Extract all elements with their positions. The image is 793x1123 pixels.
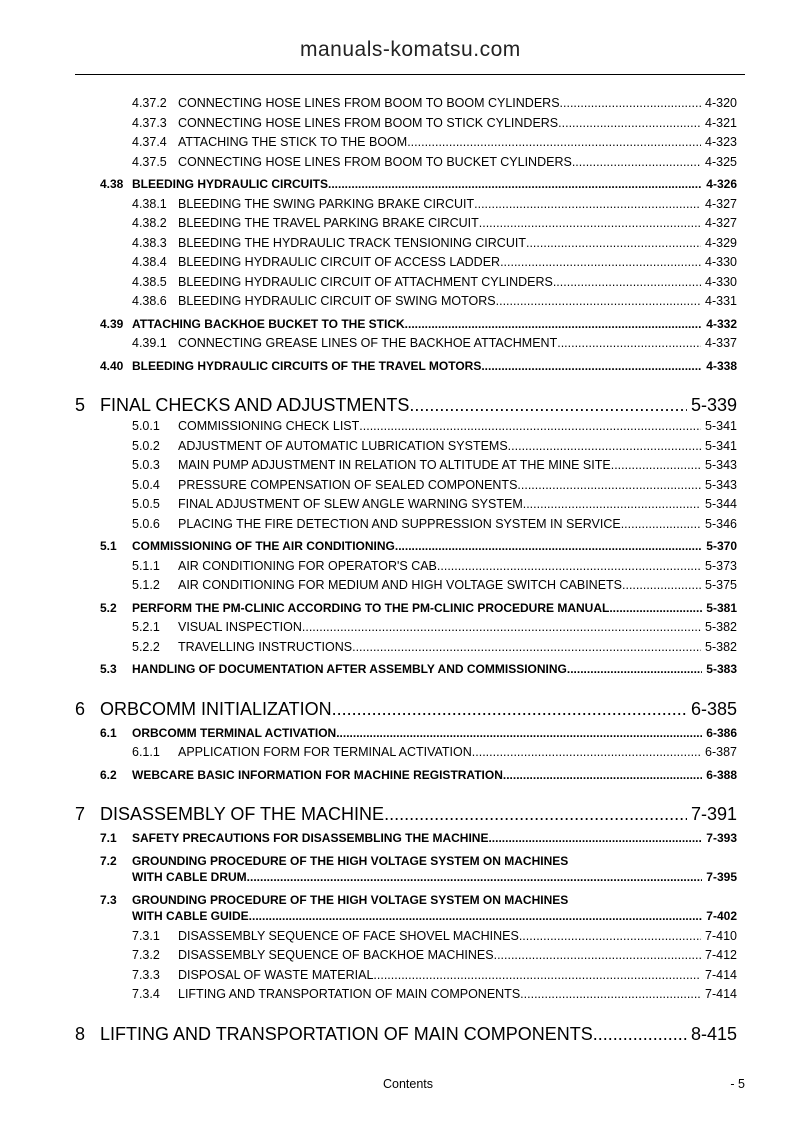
toc-page: 6-386 bbox=[706, 725, 737, 740]
dot-leader bbox=[395, 539, 702, 553]
toc-page: 7-393 bbox=[706, 831, 737, 845]
toc-subsection[interactable] bbox=[0, 517, 737, 537]
toc-number: 6.2 bbox=[100, 767, 117, 782]
toc-subsection[interactable] bbox=[0, 135, 737, 155]
toc-title: ADJUSTMENT OF AUTOMATIC LUBRICATION SYSTEMS bbox=[178, 438, 508, 453]
toc-page: 5-382 bbox=[705, 620, 737, 634]
dot-leader bbox=[553, 275, 701, 289]
toc-number: 5.0.6 bbox=[132, 516, 160, 531]
dot-leader bbox=[352, 640, 701, 654]
toc-number: 5.1 bbox=[100, 539, 117, 553]
dot-leader bbox=[572, 155, 701, 169]
toc-title: WEBCARE BASIC INFORMATION FOR MACHINE REGISTRATION bbox=[132, 767, 503, 782]
toc-page: 4-320 bbox=[705, 96, 737, 110]
toc-page: 5-339 bbox=[690, 395, 737, 415]
dot-leader bbox=[622, 578, 701, 592]
toc-number: 8 bbox=[75, 1023, 86, 1044]
toc-title: PLACING THE FIRE DETECTION AND SUPPRESSION SYSTEM IN SERVICE bbox=[178, 516, 621, 531]
toc-title: FINAL ADJUSTMENT OF SLEW ANGLE WARNING SYSTEM bbox=[178, 497, 523, 511]
footer-page-number: - 5 bbox=[730, 1077, 745, 1091]
footer-label: Contents bbox=[383, 1077, 434, 1091]
dot-leader bbox=[481, 359, 702, 373]
toc-page: 4-326 bbox=[706, 177, 737, 191]
toc-page: 5-370 bbox=[706, 539, 737, 553]
toc-page: 5-341 bbox=[705, 419, 737, 433]
toc-section[interactable] bbox=[0, 870, 737, 890]
toc-title: DISASSEMBLY OF THE MACHINE bbox=[100, 804, 385, 824]
toc-number: 7.3 bbox=[100, 892, 117, 907]
dot-leader bbox=[593, 1024, 687, 1045]
toc-title: ATTACHING THE STICK TO THE BOOM bbox=[178, 135, 408, 149]
toc-title: TRAVELLING INSTRUCTIONS bbox=[178, 639, 353, 654]
toc-subsection[interactable] bbox=[0, 987, 737, 1007]
toc-subsection[interactable] bbox=[0, 294, 737, 314]
toc-subsection[interactable] bbox=[0, 96, 737, 116]
toc-number: 4.38.6 bbox=[132, 294, 167, 308]
toc-page: 5-381 bbox=[706, 600, 737, 615]
toc-title: DISASSEMBLY SEQUENCE OF FACE SHOVEL MACHINES bbox=[178, 928, 519, 943]
toc-number: 5 bbox=[75, 395, 86, 415]
toc-page: 4-329 bbox=[705, 235, 737, 250]
toc-subsection[interactable] bbox=[0, 929, 737, 949]
toc-subsection[interactable] bbox=[0, 640, 737, 660]
dot-leader bbox=[359, 419, 701, 433]
dot-leader bbox=[405, 317, 703, 331]
toc-number: 5.0.1 bbox=[132, 419, 160, 433]
toc-page: 5-373 bbox=[705, 558, 737, 573]
toc-page: 4-327 bbox=[705, 216, 737, 230]
toc-subsection[interactable] bbox=[0, 559, 737, 579]
toc-subsection[interactable] bbox=[0, 968, 737, 988]
toc-number: 5.3 bbox=[100, 662, 117, 676]
toc-page: 4-323 bbox=[705, 135, 737, 149]
toc-number: 5.2.2 bbox=[132, 639, 160, 654]
toc-section[interactable] bbox=[0, 726, 737, 746]
toc-page: 5-382 bbox=[705, 639, 737, 654]
toc-page: 8-415 bbox=[690, 1023, 737, 1044]
dot-leader bbox=[508, 439, 701, 453]
toc-title: CONNECTING HOSE LINES FROM BOOM TO BOOM CYLINDERS bbox=[178, 96, 560, 110]
toc-title: BLEEDING HYDRAULIC CIRCUIT OF SWING MOTORS bbox=[178, 294, 496, 308]
toc-subsection[interactable] bbox=[0, 458, 737, 478]
toc-page: 4-325 bbox=[705, 154, 737, 169]
toc-section[interactable] bbox=[0, 317, 737, 337]
toc-page: 4-330 bbox=[705, 255, 737, 269]
toc-page: 5-346 bbox=[705, 516, 737, 531]
toc-title: PERFORM THE PM-CLINIC ACCORDING TO THE PM-CLINIC PROCEDURE MANUAL bbox=[132, 600, 610, 615]
dot-leader bbox=[567, 662, 702, 676]
toc-title: BLEEDING THE TRAVEL PARKING BRAKE CIRCUIT bbox=[178, 216, 479, 230]
toc-chapter[interactable] bbox=[0, 699, 737, 723]
dot-leader bbox=[479, 216, 701, 230]
toc-subsection[interactable] bbox=[0, 439, 737, 459]
toc-title: CONNECTING HOSE LINES FROM BOOM TO STICK CYLINDERS bbox=[178, 115, 559, 130]
toc-page: 4-321 bbox=[705, 115, 737, 130]
toc-section[interactable] bbox=[0, 359, 737, 379]
toc-title: AIR CONDITIONING FOR OPERATOR'S CAB bbox=[178, 558, 437, 573]
toc-title: ORBCOMM TERMINAL ACTIVATION bbox=[132, 725, 337, 740]
dot-leader bbox=[488, 831, 702, 845]
toc-subsection[interactable] bbox=[0, 155, 737, 175]
toc-number: 5.0.3 bbox=[132, 458, 160, 472]
dot-leader bbox=[519, 929, 701, 943]
toc-title: BLEEDING HYDRAULIC CIRCUITS bbox=[132, 177, 329, 191]
toc-page: 7-395 bbox=[706, 870, 737, 884]
toc-section[interactable] bbox=[0, 601, 737, 621]
dot-leader bbox=[302, 620, 701, 634]
dot-leader bbox=[500, 255, 701, 269]
toc-number: 4.38.1 bbox=[132, 196, 167, 211]
toc-subsection[interactable] bbox=[0, 948, 737, 968]
toc-page: 7-391 bbox=[690, 804, 737, 824]
toc-section[interactable] bbox=[0, 662, 737, 682]
toc-title: VISUAL INSPECTION bbox=[178, 620, 302, 634]
dot-leader bbox=[336, 726, 702, 740]
toc-number: 5.2 bbox=[100, 600, 117, 615]
dot-leader bbox=[407, 135, 701, 149]
toc-number: 6.1.1 bbox=[132, 745, 160, 759]
toc-subsection[interactable] bbox=[0, 275, 737, 295]
toc-title: DISPOSAL OF WASTE MATERIAL bbox=[178, 967, 374, 982]
dot-leader bbox=[523, 497, 701, 511]
toc-section[interactable] bbox=[0, 768, 737, 788]
toc-number: 4.40 bbox=[100, 358, 124, 373]
toc-title: CONNECTING GREASE LINES OF THE BACKHOE ATTACHMENT bbox=[178, 336, 558, 350]
toc-title: LIFTING AND TRANSPORTATION OF MAIN COMPONENTS bbox=[178, 987, 521, 1001]
dot-leader bbox=[332, 699, 687, 720]
dot-leader bbox=[384, 804, 687, 825]
toc-page: 4-331 bbox=[705, 294, 737, 308]
dot-leader bbox=[557, 336, 701, 350]
toc-title: DISASSEMBLY SEQUENCE OF BACKHOE MACHINES bbox=[178, 948, 494, 962]
toc-title: AIR CONDITIONING FOR MEDIUM AND HIGH VOLTAGE SWITCH CABINETS bbox=[178, 578, 623, 592]
toc-page: 5-375 bbox=[705, 578, 737, 592]
toc-chapter[interactable] bbox=[0, 395, 737, 419]
toc-title: HANDLING OF DOCUMENTATION AFTER ASSEMBLY AND COMMISSIONING bbox=[132, 662, 567, 676]
toc-page: 5-341 bbox=[705, 438, 737, 453]
toc-number: 4.39.1 bbox=[132, 336, 167, 350]
toc-page: 7-414 bbox=[705, 987, 737, 1001]
dot-leader bbox=[373, 968, 701, 982]
toc-title: GROUNDING PROCEDURE OF THE HIGH VOLTAGE SYSTEM ON MACHINES bbox=[132, 892, 569, 907]
toc-number: 5.0.2 bbox=[132, 438, 160, 453]
dot-leader bbox=[503, 768, 702, 782]
dot-leader bbox=[520, 987, 701, 1001]
toc-chapter[interactable] bbox=[0, 1024, 737, 1048]
table-of-contents bbox=[0, 96, 793, 1048]
toc-subsection[interactable] bbox=[0, 255, 737, 275]
dot-leader bbox=[560, 96, 701, 110]
toc-title: SAFETY PRECAUTIONS FOR DISASSEMBLING THE MACHINE bbox=[132, 831, 489, 845]
toc-number: 5.1.1 bbox=[132, 558, 160, 573]
toc-title: APPLICATION FORM FOR TERMINAL ACTIVATION bbox=[178, 745, 472, 759]
toc-page: 5-344 bbox=[705, 497, 737, 511]
toc-page: 7-402 bbox=[706, 909, 737, 923]
toc-title: BLEEDING HYDRAULIC CIRCUIT OF ACCESS LADDER bbox=[178, 255, 501, 269]
toc-number: 7.1 bbox=[100, 831, 117, 845]
toc-number: 4.39 bbox=[100, 316, 124, 331]
toc-page: 7-410 bbox=[705, 928, 737, 943]
toc-number: 7.3.1 bbox=[132, 928, 160, 943]
toc-page: 6-388 bbox=[706, 767, 737, 782]
toc-subsection[interactable] bbox=[0, 216, 737, 236]
toc-page: 6-385 bbox=[690, 698, 737, 719]
toc-chapter[interactable] bbox=[0, 804, 737, 828]
toc-section[interactable] bbox=[0, 831, 737, 851]
dot-leader bbox=[494, 948, 701, 962]
toc-number: 4.37.4 bbox=[132, 135, 167, 149]
toc-number: 4.38.2 bbox=[132, 216, 167, 230]
toc-number: 4.38 bbox=[100, 177, 124, 191]
toc-page: 4-327 bbox=[705, 196, 737, 211]
toc-number: 7.3.4 bbox=[132, 987, 160, 1001]
toc-page: 4-338 bbox=[706, 358, 737, 373]
toc-subsection[interactable] bbox=[0, 497, 737, 517]
toc-title: WITH CABLE GUIDE bbox=[132, 909, 249, 923]
toc-number: 6 bbox=[75, 698, 86, 719]
toc-title: BLEEDING THE SWING PARKING BRAKE CIRCUIT bbox=[178, 196, 475, 211]
toc-number: 5.1.2 bbox=[132, 578, 160, 592]
toc-title: BLEEDING THE HYDRAULIC TRACK TENSIONING CIRCUIT bbox=[178, 235, 526, 250]
toc-number: 4.37.3 bbox=[132, 115, 167, 130]
dot-leader bbox=[328, 177, 702, 191]
toc-number: 5.0.5 bbox=[132, 497, 160, 511]
dot-leader bbox=[558, 116, 701, 130]
toc-section[interactable] bbox=[0, 177, 737, 197]
dot-leader bbox=[472, 745, 701, 759]
toc-number: 6.1 bbox=[100, 725, 117, 740]
toc-number: 7.2 bbox=[100, 853, 117, 868]
toc-section[interactable] bbox=[0, 893, 737, 910]
toc-subsection[interactable] bbox=[0, 745, 737, 765]
toc-subsection[interactable] bbox=[0, 236, 737, 256]
toc-section[interactable] bbox=[0, 909, 737, 929]
dot-leader bbox=[437, 559, 701, 573]
toc-subsection[interactable] bbox=[0, 197, 737, 217]
dot-leader bbox=[249, 909, 703, 923]
toc-number: 4.38.3 bbox=[132, 235, 167, 250]
toc-title: COMMISSIONING CHECK LIST bbox=[178, 419, 360, 433]
header-rule bbox=[75, 74, 745, 75]
toc-title: CONNECTING HOSE LINES FROM BOOM TO BUCKET CYLINDERS bbox=[178, 154, 572, 169]
toc-number: 5.0.4 bbox=[132, 477, 160, 492]
toc-title: COMMISSIONING OF THE AIR CONDITIONING bbox=[132, 539, 395, 553]
watermark: manuals-komatsu.com bbox=[300, 38, 521, 61]
toc-page: 5-343 bbox=[705, 477, 737, 492]
toc-page: 5-383 bbox=[706, 662, 737, 676]
toc-title: GROUNDING PROCEDURE OF THE HIGH VOLTAGE SYSTEM ON MACHINES bbox=[132, 853, 569, 868]
toc-page: 7-412 bbox=[705, 948, 737, 962]
toc-subsection[interactable] bbox=[0, 478, 737, 498]
dot-leader bbox=[496, 294, 701, 308]
toc-number: 4.37.5 bbox=[132, 154, 167, 169]
dot-leader bbox=[611, 458, 701, 472]
toc-title: ATTACHING BACKHOE BUCKET TO THE STICK bbox=[132, 316, 405, 331]
toc-page: 5-343 bbox=[705, 458, 737, 472]
toc-number: 5.2.1 bbox=[132, 620, 160, 634]
toc-title: BLEEDING HYDRAULIC CIRCUIT OF ATTACHMENT CYLINDERS bbox=[178, 274, 553, 289]
toc-title: FINAL CHECKS AND ADJUSTMENTS bbox=[100, 395, 410, 415]
toc-title: WITH CABLE DRUM bbox=[132, 870, 247, 884]
dot-leader bbox=[409, 395, 687, 416]
toc-title: ORBCOMM INITIALIZATION bbox=[100, 698, 332, 719]
toc-page: 7-414 bbox=[705, 967, 737, 982]
toc-title: MAIN PUMP ADJUSTMENT IN RELATION TO ALTITUDE AT THE MINE SITE bbox=[178, 458, 611, 472]
toc-number: 7.3.2 bbox=[132, 948, 160, 962]
toc-section[interactable] bbox=[0, 539, 737, 559]
toc-number: 4.38.5 bbox=[132, 274, 167, 289]
dot-leader bbox=[621, 517, 701, 531]
dot-leader bbox=[474, 197, 701, 211]
toc-page: 6-387 bbox=[705, 745, 737, 759]
toc-subsection[interactable] bbox=[0, 620, 737, 640]
toc-title: LIFTING AND TRANSPORTATION OF MAIN COMPONENTS bbox=[100, 1023, 593, 1044]
toc-page: 4-330 bbox=[705, 274, 737, 289]
toc-subsection[interactable] bbox=[0, 419, 737, 439]
toc-page: 4-337 bbox=[705, 336, 737, 350]
toc-subsection[interactable] bbox=[0, 336, 737, 356]
toc-subsection[interactable] bbox=[0, 578, 737, 598]
dot-leader bbox=[609, 601, 702, 615]
toc-number: 4.38.4 bbox=[132, 255, 167, 269]
toc-section[interactable] bbox=[0, 854, 737, 871]
dot-leader bbox=[247, 870, 703, 884]
toc-title: BLEEDING HYDRAULIC CIRCUITS OF THE TRAVEL MOTORS bbox=[132, 358, 482, 373]
dot-leader bbox=[517, 478, 701, 492]
toc-number: 7 bbox=[75, 804, 86, 824]
toc-title: PRESSURE COMPENSATION OF SEALED COMPONENTS bbox=[178, 477, 518, 492]
toc-page: 4-332 bbox=[706, 316, 737, 331]
toc-number: 7.3.3 bbox=[132, 967, 160, 982]
dot-leader bbox=[526, 236, 701, 250]
toc-subsection[interactable] bbox=[0, 116, 737, 136]
toc-number: 4.37.2 bbox=[132, 96, 167, 110]
